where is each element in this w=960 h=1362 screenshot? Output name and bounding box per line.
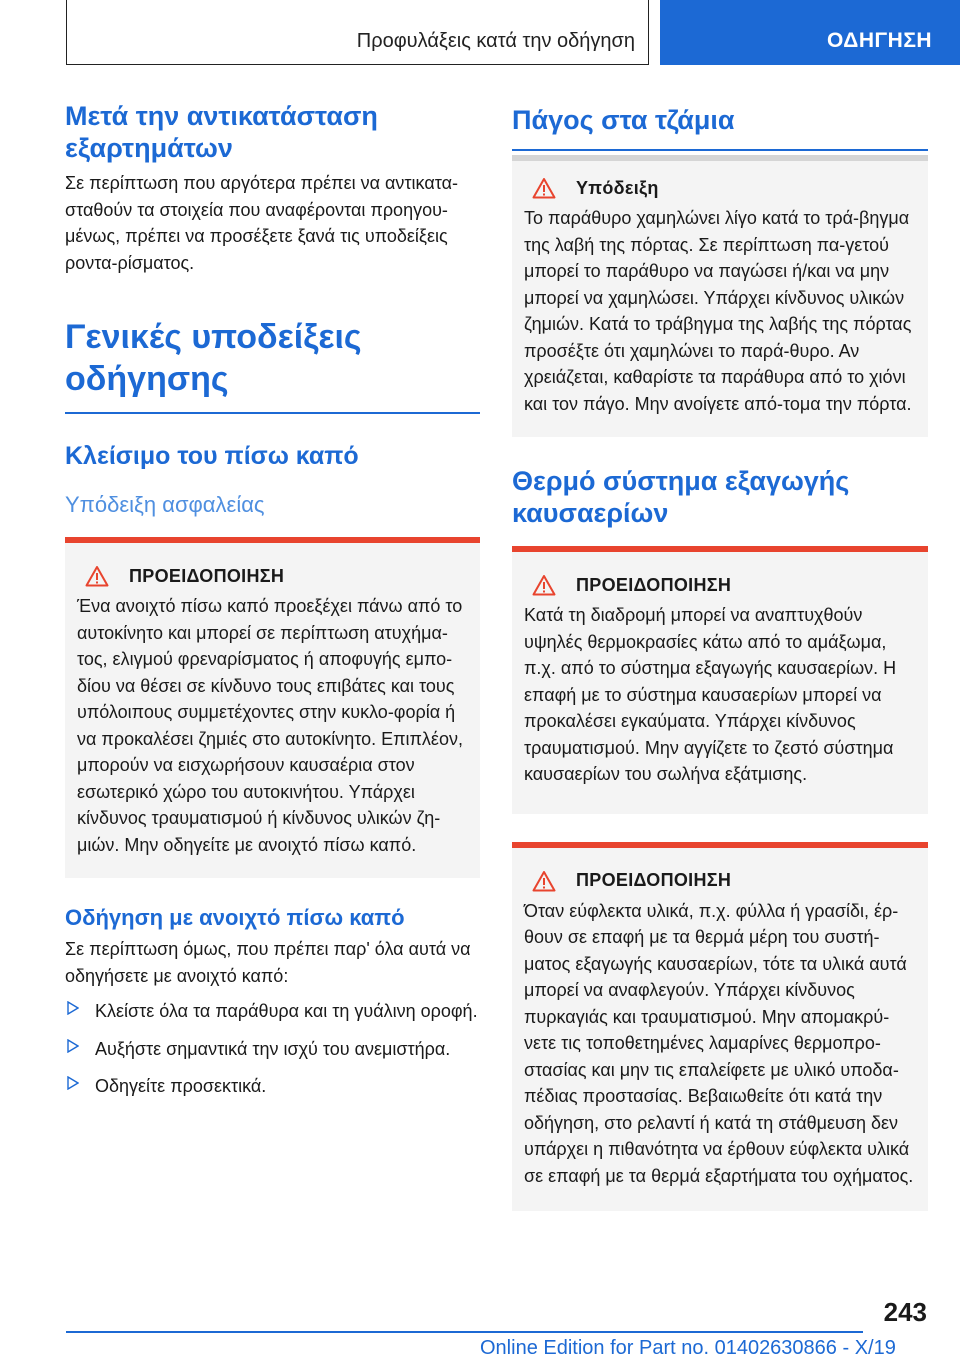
after-replacement-text: Σε περίπτωση που αργότερα πρέπει να αντικατα-σταθούν τα στοιχεία που αναφέρονται προηγου-μένως, πρέπει να προσέξετε ξανά τις υποδείξεις ροντα-ρίσματος. <box>65 173 458 273</box>
warning-label: ΠΡΟΕΙΔΟΠΟΙΗΣΗ <box>576 574 732 595</box>
exhaust-heading: Θερμό σύστημα εξαγωγής καυσαερίων <box>512 466 850 528</box>
triangle-right-icon <box>67 1039 79 1053</box>
header-chapter-box <box>66 0 649 65</box>
after-replacement-heading: Μετά την αντικατάσταση εξαρτημάτων <box>65 101 378 163</box>
edition-footer: Online Edition for Part no. 01402630866 - X/19 <box>480 1337 896 1359</box>
frost-note-box <box>512 161 928 437</box>
section-tab-label: ΟΔΗΓΗΣΗ <box>827 29 933 52</box>
warning-triangle-icon <box>85 565 109 587</box>
section-divider <box>512 149 928 151</box>
triangle-right-icon <box>67 1076 79 1090</box>
chapter-title: Προφυλάξεις κατά την οδήγηση <box>356 30 635 52</box>
exhaust-warning-text-1: Κατά τη διαδρομή μπορεί να αναπτυχθούν υψηλές θερμοκρασίες κάτω από το αμάξωμα, π.χ. από το σύστημα εξαγωγής καυσαερίων. Η επαφή με το σύστημα καυσαερίων μπορεί να προκαλέσει εγκαύματα. Υπάρχει κίνδυνος τραυματισμού. Μην αγγίζετε το ζεστό σύστημα καυσαερίων του σωλήνα εξάτμισης. <box>524 605 897 784</box>
exhaust-warning-text-2: Όταν εύφλεκτα υλικά, π.χ. φύλλα ή γρασίδι, έρ-θουν σε επαφή με τα θερμά μέρη του συστή-ματος εξαγωγής καυσαερίων, τότε τα υλικά αυτά μπορεί να αναφλεγούν. Υπάρχει κίνδυνος πυρκαγιάς και τραυματισμού. Μην απομακρύ-νετε τις τοποθετημένες λαμαρίνες θερμοπρο-στασίας και μην τις επαλείφετε με υλικό υποδα-πέδιας προστασίας. Βεβαιωθείτε ότι κατά την οδήγηση, στο ρελαντί ή κατά τη στάθμευση δεν υπάρχει η πιθανότητα να έρθουν εύφλεκτα υλικά σε επαφή με τα θερμά εξαρτήματα του οχήματος. <box>524 900 914 1186</box>
list-item: Οδηγείτε προσεκτικά. <box>65 1073 480 1100</box>
list-item: Αυξήστε σημαντικά την ισχύ του ανεμιστήρα. <box>65 1036 480 1063</box>
safety-heading: Υπόδειξη ασφαλείας <box>65 492 265 517</box>
right-column <box>512 100 928 1211</box>
tailgate-warning-box <box>65 543 480 878</box>
footer-divider <box>66 1331 863 1333</box>
frost-heading: Πάγος στα τζάμια <box>512 105 735 135</box>
warning-label: ΠΡΟΕΙΔΟΠΟΙΗΣΗ <box>576 870 732 890</box>
page-number: 243 <box>883 1297 927 1327</box>
left-column <box>65 100 480 1111</box>
note-label: Υπόδειξη <box>576 177 659 198</box>
header-section-tab <box>660 0 960 65</box>
warning-triangle-icon <box>532 870 556 892</box>
open-tailgate-heading: Οδήγηση με ανοιχτό πίσω καπό <box>65 905 405 930</box>
warning-triangle-icon <box>532 177 556 199</box>
tailgate-warning-text: Ένα ανοιχτό πίσω καπό προεξέχει πάνω από το αυτοκίνητο και μπορεί σε περίπτωση ατυχήμα-τος, ελιγμού φρεναρίσματος ή αποφυγής εμπο-δίου να θέσει σε κίνδυνο τους επιβάτες και τους υπόλοιπους συμμετέχοντες στην κυκλο-φορία ή να προκαλέσει ζημιές στο αυτοκίνητο. Επιπλέον, μπορούν να εισχωρήσουν καυσαέρια στον εσωτερικό χώρο του αυτοκινήτου. Υπάρχει κίνδυνος τραυματισμού ή κίνδυνος υλικών ζη-μιών. Μην οδηγείτε με ανοιχτό πίσω καπό. <box>77 596 463 855</box>
warning-triangle-icon <box>532 574 556 596</box>
section-divider <box>65 412 480 414</box>
list-item: Κλείστε όλα τα παράθυρα και τη γυάλινη οροφή. <box>65 998 480 1025</box>
open-tailgate-list <box>65 998 480 1100</box>
tailgate-heading: Κλείσιμο του πίσω καπό <box>65 442 359 470</box>
general-driving-heading: Γενικές υποδείξεις οδήγησης <box>65 318 362 398</box>
triangle-right-icon <box>67 1001 79 1015</box>
warning-label: ΠΡΟΕΙΔΟΠΟΙΗΣΗ <box>129 565 285 586</box>
exhaust-warning-box-1 <box>512 552 928 814</box>
exhaust-warning-box-2 <box>512 848 928 1212</box>
frost-note-text: Το παράθυρο χαμηλώνει λίγο κατά το τρά-βηγμα της λαβή της πόρτας. Σε περίπτωση πα-γετού μπορεί το παράθυρο να παγώσει ή/και να μην μπορεί να χαμηλώσει. Υπάρχει κίνδυνος υλικών ζημιών. Κατά το τράβηγμα της λαβής της πόρτας προσέξτε ότι χαμηλώνει το παρά-θυρο. Αν χρειάζεται, καθαρίστε τα παράθυρα από το χιόνι και τον πάγο. Μην ανοίγετε από-τομα την πόρτα. <box>524 208 912 414</box>
open-tailgate-intro: Σε περίπτωση όμως, που πρέπει παρ' όλα αυτά να οδηγήσετε με ανοιχτό καπό: <box>65 939 471 986</box>
